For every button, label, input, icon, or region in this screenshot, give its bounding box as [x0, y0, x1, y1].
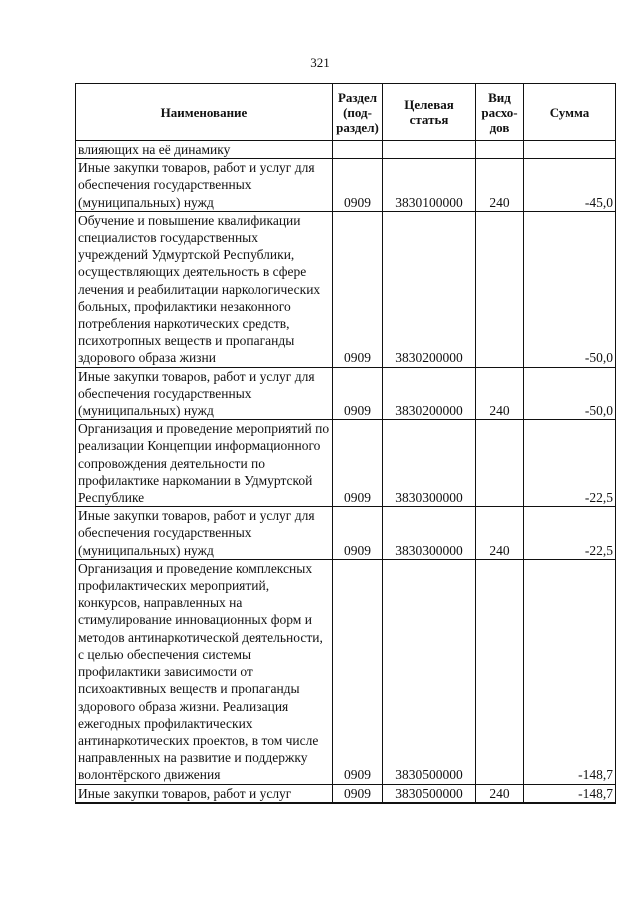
row-expense-type [476, 420, 524, 507]
row-article: 3830300000 [383, 420, 476, 507]
row-name: влияющих на её динамику [76, 141, 333, 159]
table-row [76, 367, 616, 420]
row-section: 0909 [333, 784, 383, 803]
row-name: Организация и проведение мероприятий по реализации Концепции информационного сопровождения деятельности по профилактике наркомании в Удмуртской Республике [76, 420, 333, 507]
row-amount: -148,7 [524, 784, 616, 803]
row-expense-type: 240 [476, 507, 524, 560]
budget-table [75, 83, 616, 804]
row-name: Иные закупки товаров, работ и услуг для обеспечения государственных (муниципальных) нужд [76, 367, 333, 420]
row-name: Обучение и повышение квалификации специалистов государственных учреждений Удмуртской Республики, осуществляющих деятельность в сфере лечения и реабилитации наркологических больных, профилактики незаконного потребления наркотических средств, психотропных веществ и пропаганды здорового образа жизни [76, 211, 333, 367]
table-header-row [76, 84, 616, 141]
row-expense-type [476, 211, 524, 367]
table-row [76, 211, 616, 367]
row-section [333, 141, 383, 159]
row-section: 0909 [333, 211, 383, 367]
row-article: 3830300000 [383, 507, 476, 560]
row-name: Иные закупки товаров, работ и услуг для обеспечения государственных (муниципальных) нужд [76, 159, 333, 212]
row-amount: -45,0 [524, 159, 616, 212]
header-expense-type: Вид расхо-дов [476, 84, 524, 141]
row-section: 0909 [333, 367, 383, 420]
row-amount: -148,7 [524, 559, 616, 784]
row-article: 3830200000 [383, 367, 476, 420]
row-article: 3830100000 [383, 159, 476, 212]
table-row [76, 141, 616, 159]
row-name: Иные закупки товаров, работ и услуг для обеспечения государственных (муниципальных) нужд [76, 507, 333, 560]
row-section: 0909 [333, 159, 383, 212]
row-expense-type: 240 [476, 367, 524, 420]
table-row [76, 559, 616, 784]
row-name: Иные закупки товаров, работ и услуг [76, 784, 333, 803]
row-amount [524, 141, 616, 159]
row-article: 3830500000 [383, 559, 476, 784]
row-article [383, 141, 476, 159]
row-expense-type [476, 141, 524, 159]
row-amount: -22,5 [524, 507, 616, 560]
row-article: 3830500000 [383, 784, 476, 803]
table-row [76, 784, 616, 803]
row-amount: -50,0 [524, 367, 616, 420]
header-section: Раздел (под-раздел) [333, 84, 383, 141]
header-amount: Сумма [524, 84, 616, 141]
row-amount: -50,0 [524, 211, 616, 367]
header-article: Целевая статья [383, 84, 476, 141]
table-row [76, 159, 616, 212]
row-expense-type: 240 [476, 159, 524, 212]
row-section: 0909 [333, 507, 383, 560]
row-expense-type: 240 [476, 784, 524, 803]
row-expense-type [476, 559, 524, 784]
row-section: 0909 [333, 420, 383, 507]
table-row [76, 507, 616, 560]
row-section: 0909 [333, 559, 383, 784]
page-number: 321 [310, 55, 330, 70]
table-row [76, 420, 616, 507]
header-name: Наименование [76, 84, 333, 141]
row-article: 3830200000 [383, 211, 476, 367]
row-amount: -22,5 [524, 420, 616, 507]
row-name: Организация и проведение комплексных профилактических мероприятий, конкурсов, направленных на стимулирование инновационных форм и методов антинаркотической деятельности, с целью обеспечения системы профилактики зависимости от психоактивных веществ и пропаганды здорового образа жизни. Реализация ежегодных профилактических антинаркотических проектов, в том числе направленных на развитие и поддержку волонтёрского движения [76, 559, 333, 784]
